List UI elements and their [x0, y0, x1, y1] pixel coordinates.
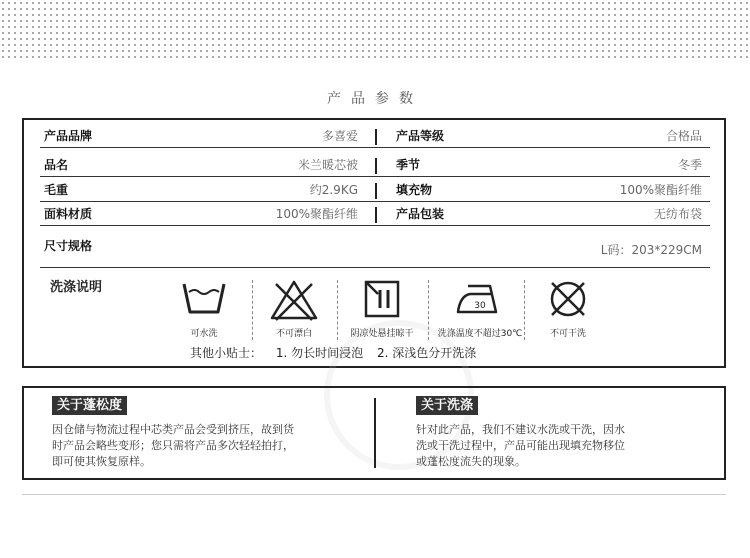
wash-item: [162, 278, 246, 338]
param-label: 产品品牌: [44, 129, 93, 143]
tips-label: 其他小贴士：: [190, 346, 263, 360]
param-label: 产品包装: [396, 207, 445, 221]
wash-item: [252, 278, 336, 338]
iron-temp-label: 30: [474, 301, 486, 311]
bottom-divider: [22, 494, 726, 495]
size-value: L码：203*229CM: [600, 243, 702, 257]
wash-item: [526, 278, 610, 338]
dashed-divider: [428, 280, 429, 340]
size-label: 尺寸规格: [44, 239, 93, 253]
hang-dry-shade-icon: [362, 278, 402, 320]
param-value: 无纺布袋: [653, 207, 702, 221]
washing-line: 洗或干洗过程中，产品可能出现填充物移位: [416, 439, 625, 452]
param-value: 约2.9KG: [309, 183, 358, 197]
section-title: 产品参数: [327, 91, 423, 107]
param-value: 多喜爱: [321, 129, 358, 143]
column-divider: [375, 183, 377, 199]
no-dry-clean-icon: [545, 278, 591, 320]
wash-item: [340, 278, 424, 338]
no-bleach-icon: [268, 278, 320, 322]
param-label: 产品等级: [396, 129, 445, 143]
tip-item: 2. 深浅色分开洗涤: [376, 346, 477, 360]
wash-caption: 可水洗: [190, 329, 218, 339]
param-row: [40, 153, 710, 177]
dotted-pattern-header: [0, 0, 750, 62]
param-value: 100%聚酯纤维: [619, 183, 702, 197]
param-label: 季节: [396, 158, 421, 172]
fluffiness-line: 时产品会略些变形；您只需将产品多次轻轻拍打，: [52, 439, 294, 452]
param-value: 米兰暖芯被: [297, 158, 358, 172]
param-label: 品名: [44, 158, 69, 172]
column-divider: [375, 158, 377, 174]
tips-line: [190, 344, 486, 361]
product-params-box: [22, 118, 726, 368]
washing-line: 或蓬松度流失的现象。: [416, 455, 526, 468]
param-label: 面料材质: [44, 207, 93, 221]
column-divider: [375, 207, 377, 223]
wash-caption: 洗涤温度不超过30℃: [437, 329, 523, 339]
size-row: [40, 234, 710, 268]
param-row: [40, 124, 710, 148]
column-divider: [375, 129, 377, 145]
fluffiness-line: 即可使其恢复原样。: [52, 455, 151, 468]
wash-instructions-label: 洗涤说明: [50, 280, 103, 295]
param-label: 毛重: [44, 183, 69, 197]
param-value: 合格品: [665, 129, 702, 143]
param-row: [40, 178, 710, 202]
info-divider: [374, 398, 376, 468]
iron-30-icon: [454, 278, 506, 318]
washing-title: 关于洗涤: [416, 396, 478, 415]
wash-item: [438, 278, 522, 338]
washtub-icon: [180, 278, 228, 318]
wash-caption: 阴凉处悬挂晾干: [350, 329, 414, 339]
param-value: 冬季: [677, 158, 702, 172]
care-info-box: [22, 386, 726, 480]
fluffiness-line: 因仓储与物流过程中芯类产品会受到挤压，故到货: [52, 423, 294, 436]
washing-line: 针对此产品，我们不建议水洗或干洗，因水: [416, 423, 625, 436]
param-row: [40, 202, 710, 226]
wash-caption: 不可干洗: [549, 329, 586, 339]
fluffiness-title: 关于蓬松度: [52, 396, 127, 415]
param-label: 填充物: [396, 183, 433, 197]
washing-text: [416, 422, 696, 470]
wash-caption: 不可漂白: [275, 329, 312, 339]
param-value: 100%聚酯纤维: [275, 207, 358, 221]
tip-item: 1. 勿长时间浸泡: [275, 346, 364, 360]
fluffiness-text: [52, 422, 332, 470]
